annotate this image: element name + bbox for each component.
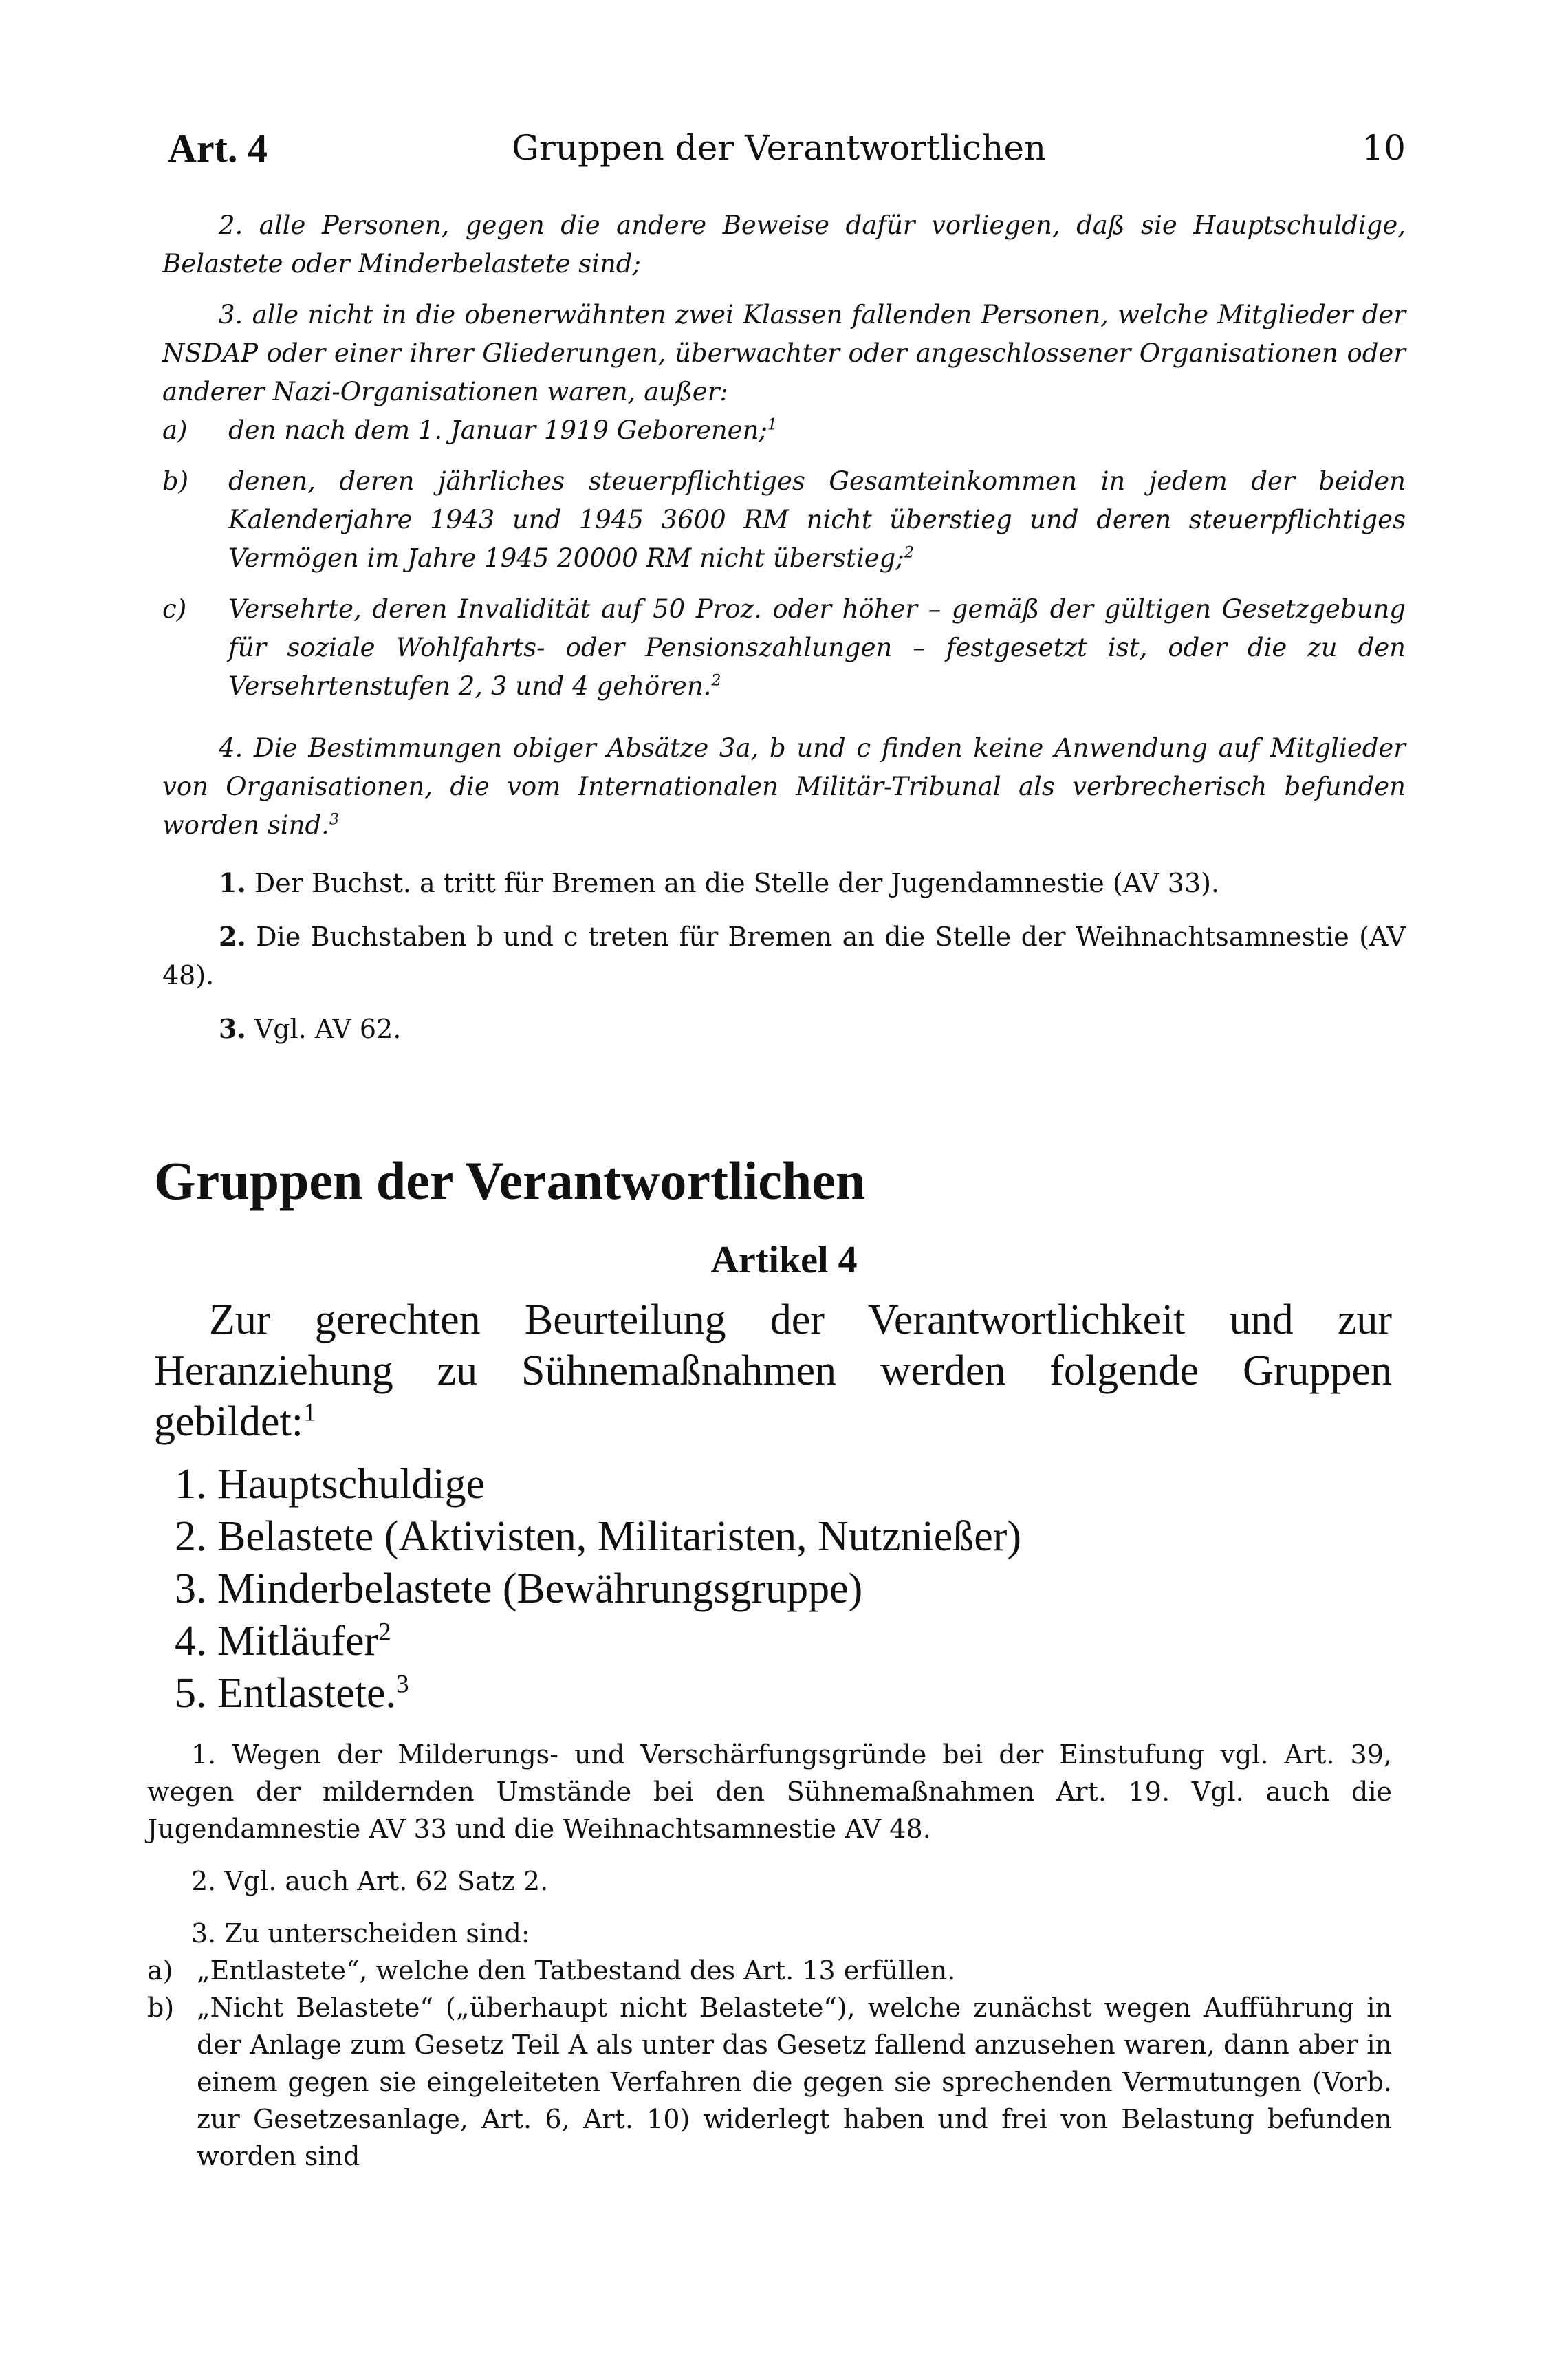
footnote-3a-text: „Entlastete“, welche den Tatbestand des Art. 13 erfüllen. [197, 1955, 956, 1986]
group-text: 5. Entlastete. [175, 1670, 396, 1717]
item-3b-label: b) [162, 466, 189, 496]
footnote-1 [162, 864, 1406, 902]
item-3a-label: a) [162, 415, 188, 445]
item-3c-label: c) [162, 594, 187, 624]
footnote-3a-label: a) [147, 1955, 173, 1986]
list-item [175, 1563, 1021, 1615]
footnote-3b-label: b) [147, 1993, 175, 2023]
item-3c-text: Versehrte, deren Invalidität auf 50 Proz. oder höher – gemäß der gültigen Gesetzgebung für soziale Wohlfahrts- oder Pensionszahlungen – festgesetzt ist, oder die zu den Versehrtenstufen 2, 3 und 4 gehören. [228, 594, 1406, 701]
article-heading: Artikel 4 [710, 1239, 858, 1281]
item-4 [162, 729, 1406, 845]
footnote-ref: 3 [329, 810, 340, 829]
footnote-text: Die Buchstaben b und c treten für Bremen an die Stelle der Weihnachtsamnestie (AV 48). [162, 922, 1406, 990]
footnote-ref: 1 [303, 1398, 316, 1427]
group-text: 2. Belastete (Aktivisten, Militaristen, Nutznießer) [175, 1513, 1022, 1560]
article-text-continued [162, 206, 1406, 1048]
running-header [168, 125, 1406, 180]
item-3c [162, 590, 1406, 706]
item-4-text: 4. Die Bestimmungen obiger Absätze 3a, b und c finden keine Anwendung auf Mitglieder von Organisationen, die vom Internationalen Militär-Tribunal als verbrecherisch befunden worden sind. [162, 733, 1406, 840]
footnote-2 [162, 918, 1406, 995]
item-3b [162, 462, 1406, 578]
footnote-number: 3. [219, 1013, 246, 1044]
list-item [175, 1510, 1021, 1563]
footnote-3b [147, 1989, 1392, 2175]
footnote-text: Vgl. AV 62. [254, 1014, 402, 1044]
list-item [175, 1615, 1021, 1667]
footnote-3 [162, 1010, 1406, 1048]
article-footnotes [147, 1736, 1392, 2175]
item-2: 2. alle Personen, gegen die andere Beweise dafür vorliegen, daß sie Hauptschuldige, Belastete oder Minderbelastete sind; [162, 210, 1406, 279]
groups-list [175, 1458, 1021, 1719]
footnote-1: 1. Wegen der Milderungs- und Verschärfungsgründe bei der Einstufung vgl. Art. 39, wegen der mildernden Umstände bei den Sühnemaßnahmen Art. 19. Vgl. auch die Jugendamnestie AV 33 und die Weihnachtsamnestie AV 48. [147, 1739, 1392, 1844]
upper-footnotes [162, 864, 1406, 1048]
list-item [175, 1667, 1021, 1719]
footnote-number: 1. [219, 867, 246, 898]
footnote-3: 3. Zu unterscheiden sind: [191, 1918, 530, 1949]
footnote-number: 2. [219, 921, 246, 952]
article-intro-text: Zur gerechten Beurteilung der Verantwortlichkeit und zur Heranziehung zu Sühnemaßnahmen werden folgende Gruppen gebildet: [154, 1296, 1392, 1445]
item-3a-text: den nach dem 1. Januar 1919 Geborenen; [228, 415, 767, 445]
group-text: 1. Hauptschuldige [175, 1461, 486, 1508]
group-text: 3. Minderbelastete (Bewährungsgruppe) [175, 1565, 863, 1612]
header-title: Gruppen der Verantwortlichen [512, 128, 1047, 168]
footnote-text: Der Buchst. a tritt für Bremen an die Stelle der Jugendamnestie (AV 33). [254, 868, 1220, 898]
footnote-2: 2. Vgl. auch Art. 62 Satz 2. [191, 1866, 549, 1896]
footnote-3b-text: „Nicht Belastete“ („überhaupt nicht Belastete“), welche zunächst wegen Aufführung in der Anlage zum Gesetz Teil A als unter das Gesetz fallend anzusehen waren, dann aber in einem gegen sie eingeleiteten Verfahren die gegen sie sprechenden Vermutungen (Vorb. zur Gesetzesanlage, Art. 6, Art. 10) widerlegt haben und frei von Belastung befunden worden sind [197, 1993, 1392, 2171]
group-text: 4. Mitläufer [175, 1618, 379, 1664]
footnote-ref: 3 [395, 1670, 409, 1699]
footnote-ref: 2 [904, 543, 914, 562]
section-title: Gruppen der Verantwortlichen [154, 1151, 866, 1211]
footnote-ref: 2 [711, 671, 721, 690]
footnote-3a [147, 1952, 1392, 1989]
list-item [175, 1458, 1021, 1510]
page-number: 10 [1362, 128, 1406, 168]
footnote-ref: 2 [378, 1618, 391, 1647]
item-3b-text: denen, deren jährliches steuerpflichtiges Gesamteinkommen in jedem der beiden Kalenderjahre 1943 und 1945 3600 RM nicht überstieg und deren steuerpflichtiges Vermögen im Jahre 1945 20000 RM nicht überstieg; [228, 466, 1406, 573]
footnote-ref: 1 [767, 415, 777, 434]
item-3: 3. alle nicht in die obenerwähnten zwei Klassen fallenden Personen, welche Mitglieder der NSDAP oder einer ihrer Gliederungen, überwachter oder angeschlossener Organisationen oder anderer Nazi-Organisationen waren, außer: [162, 300, 1406, 406]
header-article: Art. 4 [168, 126, 268, 171]
item-3a [162, 411, 1406, 450]
article-intro [154, 1294, 1392, 1447]
